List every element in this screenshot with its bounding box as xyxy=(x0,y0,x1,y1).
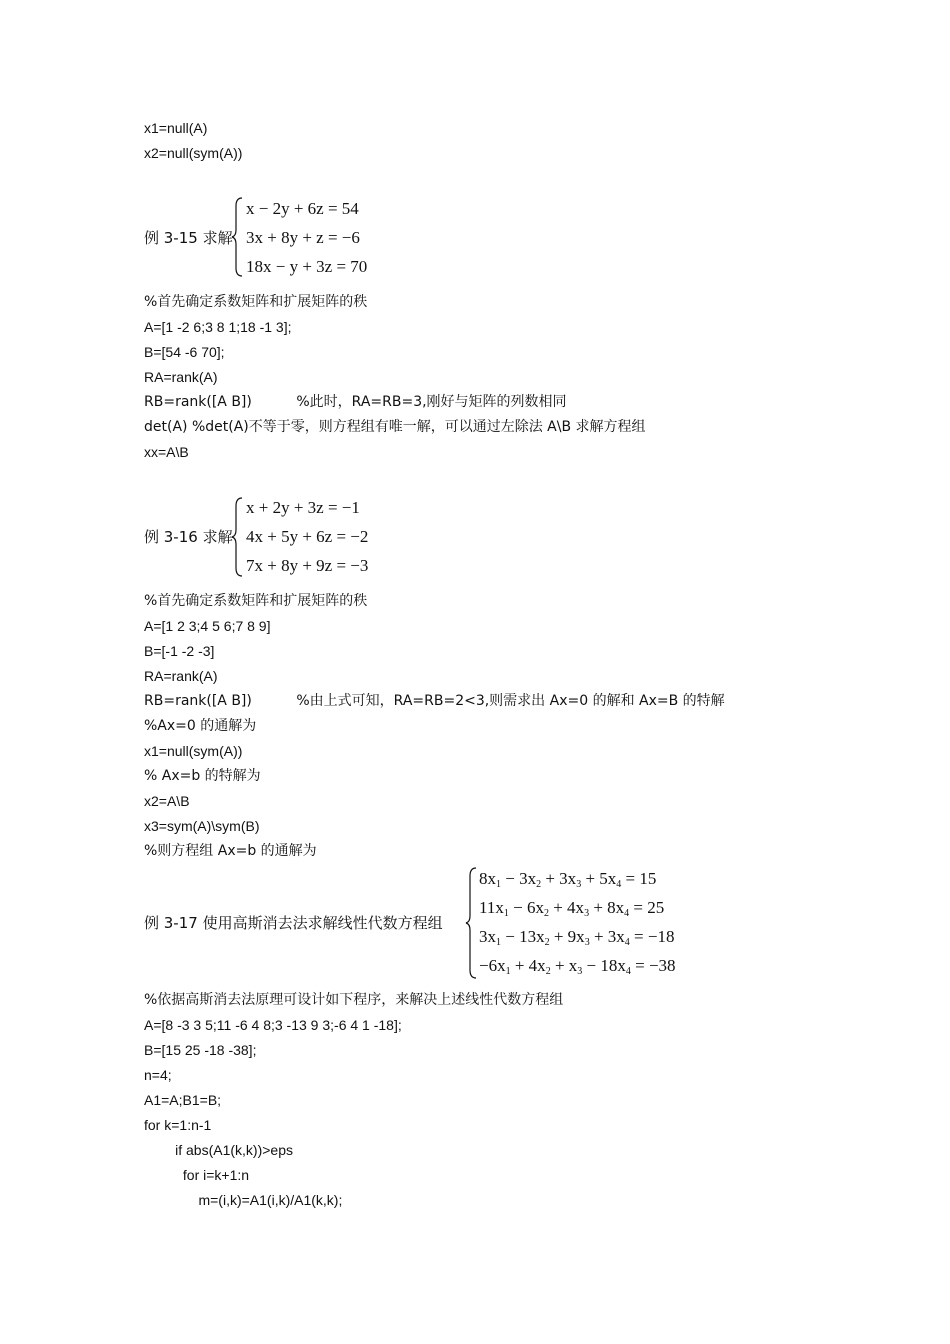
code-line: xx=A\B xyxy=(144,444,189,460)
code-line: A1=A;B1=B; xyxy=(144,1092,222,1108)
code-comment: %首先确定系数矩阵和扩展矩阵的秩 xyxy=(144,593,368,609)
code-comment: %则方程组 Ax=b 的通解为 xyxy=(144,843,317,859)
equation-line: $11x_1 - 6x_2 + 4x_3 + 8x_4 = 25$ xyxy=(479,898,665,919)
code-line: det(A) %det(A)不等于零，则方程组有唯一解，可以通过左除法 A\B 求解方程组 xyxy=(144,419,646,435)
code-line: for k=1:n-1 xyxy=(144,1117,212,1133)
code-line: RB=rank([A B]) %由上式可知，RA=RB=2<3,则需求出 Ax=0 的解和 Ax=B 的特解 xyxy=(144,693,725,709)
equation-line: 4x + 5y + 6z = −2 xyxy=(246,527,369,546)
code-line: B=[-1 -2 -3] xyxy=(144,643,215,659)
example-3-17-label: 例 3-17 使用高斯消去法求解线性代数方程组 xyxy=(144,914,443,932)
code-line: x3=sym(A)\sym(B) xyxy=(144,818,260,834)
equation-line: 18x − y + 3z = 70 xyxy=(246,257,368,276)
example-3-15-label: 例 3-15 求解 xyxy=(144,229,233,247)
code-line: x2=null(sym(A)) xyxy=(144,145,243,161)
code-line: x2=A\B xyxy=(144,793,190,809)
equation-line: x + 2y + 3z = −1 xyxy=(246,498,360,517)
example-3-16-label: 例 3-16 求解 xyxy=(144,528,233,546)
equation-line: 7x + 8y + 9z = −3 xyxy=(246,556,369,575)
equation-line: x − 2y + 6z = 54 xyxy=(246,199,359,218)
code-comment: % Ax=b 的特解为 xyxy=(144,768,261,784)
code-comment: %首先确定系数矩阵和扩展矩阵的秩 xyxy=(144,294,368,310)
left-brace-icon xyxy=(230,496,244,578)
code-line: A=[8 -3 3 5;11 -6 4 8;3 -13 9 3;-6 4 1 -18]; xyxy=(144,1017,402,1033)
code-line: B=[54 -6 70]; xyxy=(144,344,225,360)
equation-line: $8x_1 - 3x_2 + 3x_3 + 5x_4 = 15$ xyxy=(479,869,657,890)
code-line: A=[1 2 3;4 5 6;7 8 9] xyxy=(144,618,271,634)
code-line: RA=rank(A) xyxy=(144,369,218,385)
code-line: x1=null(sym(A)) xyxy=(144,743,243,759)
left-brace-icon xyxy=(230,196,244,278)
code-line: x1=null(A) xyxy=(144,120,208,136)
code-line: RB=rank([A B]) %此时，RA=RB=3,刚好与矩阵的列数相同 xyxy=(144,394,567,410)
equation-line: $3x_1 - 13x_2 + 9x_3 + 3x_4 = -18$ xyxy=(479,927,675,948)
code-line: for i=k+1:n xyxy=(144,1167,250,1183)
code-comment: %依据高斯消去法原理可设计如下程序，来解决上述线性代数方程组 xyxy=(144,992,564,1008)
code-line: n=4; xyxy=(144,1067,172,1083)
equation-line: 3x + 8y + z = −6 xyxy=(246,228,360,247)
code-line: m=(i,k)=A1(i,k)/A1(k,k); xyxy=(144,1192,343,1208)
code-line: A=[1 -2 6;3 8 1;18 -1 3]; xyxy=(144,319,292,335)
equation-line: $-6x_1 + 4x_2 + x_3 - 18x_4 = -38$ xyxy=(479,956,676,977)
code-comment: %Ax=0 的通解为 xyxy=(144,718,257,734)
code-line: if abs(A1(k,k))>eps xyxy=(144,1142,293,1158)
code-line: RA=rank(A) xyxy=(144,668,218,684)
left-brace-icon xyxy=(464,866,478,980)
code-line: B=[15 25 -18 -38]; xyxy=(144,1042,257,1058)
